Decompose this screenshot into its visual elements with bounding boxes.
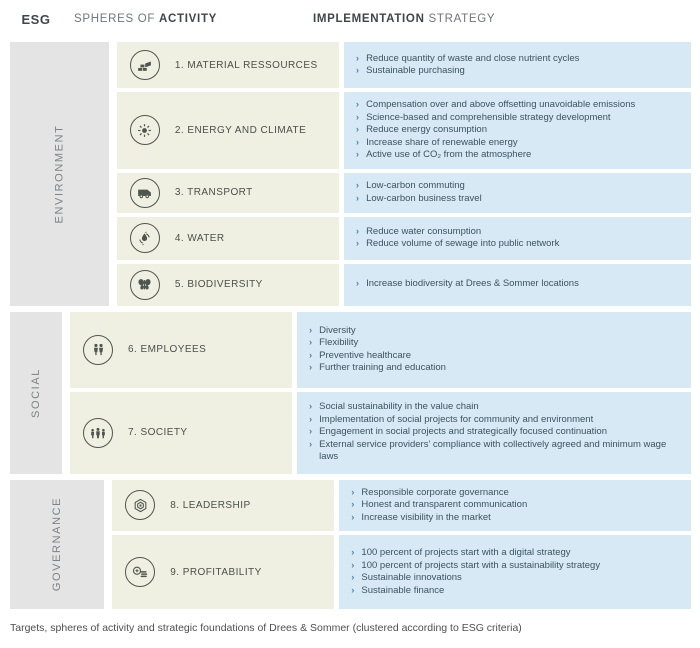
sections [10,42,691,609]
chevron-bullet-icon: › [355,149,360,160]
section-label-box [10,312,62,474]
sphere-row [117,264,691,306]
bullet-item [356,226,681,239]
chevron-bullet-icon: › [351,572,355,583]
bullet-item [356,278,681,291]
butterfly-icon [130,270,160,300]
sphere-box [112,535,334,609]
section-rows [70,312,691,474]
spheres-heading-light: SPHERES OF [74,13,156,25]
society-icon [83,418,113,448]
strategy-box [297,392,691,474]
section-rows [112,480,691,610]
bullet-text: Responsible corporate governance [361,486,509,498]
sphere-row [70,392,691,474]
implementation-strategy-heading [313,13,495,25]
implementation-heading-light: STRATEGY [428,13,496,25]
chevron-bullet-icon: › [351,486,355,498]
bullet-item [351,560,681,573]
materials-icon [130,50,160,80]
chevron-bullet-icon: › [355,278,360,290]
strategy-box [344,217,691,260]
strategy-box [297,312,691,388]
esg-section-environment [10,42,691,306]
bullet-item [356,53,681,66]
sphere-row [117,217,691,260]
chevron-bullet-icon: › [309,438,313,450]
sphere-box [117,264,339,306]
chevron-bullet-icon: › [355,238,360,249]
sphere-label: 6. EMPLOYEES [128,344,207,355]
bullet-item [356,193,681,206]
bullet-text: Honest and transparent communication [361,499,528,510]
bullet-text: Implementation of social projects for community and environment [319,413,594,425]
bullet-item [356,112,681,125]
sphere-box [117,217,339,260]
implementation-heading-bold: IMPLEMENTATION [313,13,425,25]
bullet-text: Science-based and comprehensible strategy development [366,111,611,123]
bullet-item [309,362,681,375]
section-label-text: SOCIAL [29,367,42,418]
chevron-bullet-icon: › [309,426,313,438]
bullet-text: Social sustainability in the value chain [319,401,479,413]
bullet-text: 100 percent of projects start with a digital strategy [361,547,571,558]
chevron-bullet-icon: › [355,111,360,123]
bullet-text: Sustainable purchasing [366,65,465,76]
bullet-item [309,401,681,414]
sun-icon [130,115,160,145]
sphere-label: 1. MATERIAL RESSOURCES [174,59,318,71]
spheres-heading-bold: ACTIVITY [159,13,218,25]
coins-icon [125,557,155,587]
sphere-label: 4. WATER [174,232,225,244]
bullet-item [351,512,681,525]
chevron-bullet-icon: › [355,180,360,191]
bullet-item [309,426,681,439]
bullet-text: Reduce quantity of waste and close nutrient cycles [366,52,580,64]
bullet-item [356,65,681,78]
chevron-bullet-icon: › [355,65,360,76]
chevron-bullet-icon: › [355,124,360,135]
esg-section-governance [10,480,691,610]
chevron-bullet-icon: › [351,584,355,596]
chevron-bullet-icon: › [355,52,360,64]
bullet-text: 100 percent of projects start with a sustainability strategy [361,559,601,571]
sphere-row [117,92,691,169]
section-rows [117,42,691,306]
bullet-text: Increase visibility in the market [361,511,491,523]
bullet-text: Reduce volume of sewage into public network [366,238,560,249]
chevron-bullet-icon: › [355,136,360,148]
chevron-bullet-icon: › [351,511,355,523]
bullet-text: Preventive healthcare [319,349,412,361]
bullet-item [356,149,681,162]
bullet-text: Increase biodiversity at Drees & Sommer locations [366,278,579,290]
strategy-box [344,264,691,306]
chevron-bullet-icon: › [309,324,313,336]
bullet-text: Sustainable finance [361,584,445,596]
bullet-item [309,414,681,427]
chevron-bullet-icon: › [309,349,313,361]
bullet-item [356,137,681,150]
bullet-item [356,99,681,112]
bullet-text: Further training and education [319,362,446,373]
bullet-text: Low-carbon commuting [366,180,465,191]
chevron-bullet-icon: › [351,559,355,571]
header [0,0,700,42]
bullet-text: Reduce energy consumption [366,124,487,135]
bullet-item [356,180,681,193]
sphere-box [117,92,339,169]
sphere-box [70,312,292,388]
strategy-box [339,480,691,532]
bullet-item [351,585,681,598]
spheres-of-activity-heading [74,13,217,25]
bullet-text: Engagement in social projects and strategically focused continuation [319,426,607,438]
bullet-item [309,350,681,363]
section-label-box [10,480,104,610]
employees-icon [83,335,113,365]
strategy-box [344,173,691,213]
chevron-bullet-icon: › [351,499,355,510]
strategy-box [344,92,691,169]
chevron-bullet-icon: › [355,225,360,237]
sphere-box [117,173,339,213]
section-label-text: GOVERNANCE [51,497,64,592]
esg-heading: ESG [21,12,51,27]
bullet-item [351,572,681,585]
bullet-text: Diversity [319,324,356,336]
sphere-row [70,312,691,388]
bullet-item [356,238,681,251]
bullet-item [351,547,681,560]
chevron-bullet-icon: › [309,362,313,373]
water-cycle-icon [130,223,160,253]
bullet-item [356,124,681,137]
sphere-row [117,42,691,88]
bullet-item [309,337,681,350]
sphere-label: 2. ENERGY AND CLIMATE [174,124,307,136]
bullet-text: External service providers’ compliance with collectively agreed and minimum wage laws [319,438,667,463]
chevron-bullet-icon: › [309,413,313,425]
sphere-box [70,392,292,474]
section-label-box [10,42,109,306]
bullet-text: Compensation over and above offsetting unavoidable emissions [366,99,636,110]
chevron-bullet-icon: › [355,99,360,110]
bullet-text: Sustainable innovations [361,572,462,583]
sphere-row [117,173,691,213]
vehicle-icon [130,178,160,208]
bullet-text: Reduce water consumption [366,225,482,237]
figure-caption: Targets, spheres of activity and strategic foundations of Drees & Sommer (clustered according to ESG criteria) [10,622,522,634]
sphere-label: 3. TRANSPORT [174,187,253,198]
sphere-row [112,535,691,609]
chevron-bullet-icon: › [355,192,360,204]
leadership-icon [125,490,155,520]
bullet-item [309,439,681,464]
sphere-label: 7. SOCIETY [128,427,188,438]
strategy-box [344,42,691,88]
bullet-item [351,499,681,512]
bullet-text: Increase share of renewable energy [366,136,518,148]
esg-section-social [10,312,691,474]
section-label-text: ENVIRONMENT [53,124,66,224]
bullet-item [351,487,681,500]
chevron-bullet-icon: › [351,547,355,558]
sphere-box [117,42,339,88]
bullet-text: Active use of CO₂ from the atmosphere [366,149,532,160]
chevron-bullet-icon: › [309,337,313,348]
chevron-bullet-icon: › [309,401,313,413]
strategy-box [339,535,691,609]
sphere-label: 5. BIODIVERSITY [174,279,263,290]
sphere-row [112,480,691,532]
bullet-text: Flexibility [319,337,359,348]
sphere-label: 9. PROFITABILITY [170,566,262,578]
sphere-label: 8. LEADERSHIP [170,499,251,511]
sphere-box [112,480,334,532]
bullet-item [309,325,681,338]
bullet-text: Low-carbon business travel [366,192,482,204]
